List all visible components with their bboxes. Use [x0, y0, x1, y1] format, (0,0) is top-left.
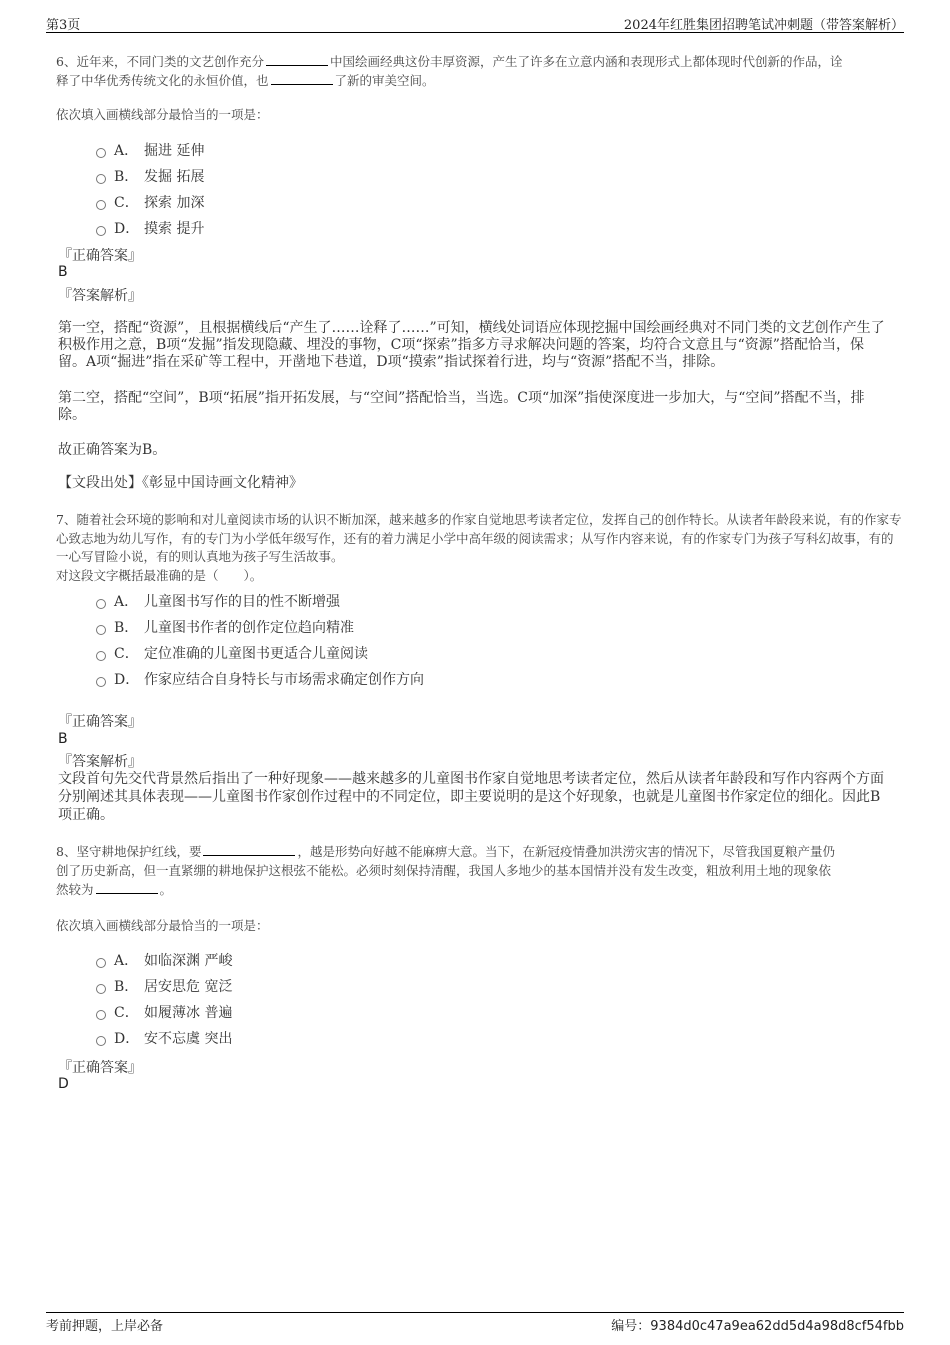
radio-icon[interactable]: [96, 148, 106, 158]
analysis-label: 『答案解析』: [58, 288, 142, 304]
question-8-stem: 8、坚守耕地保护红线，要 ，越是形势向好越不能麻痹大意。当下，在新冠疫情叠加洪涝灾害的情况下，尽管我国夏粮产量仍 创了历史新高，但一直紧绷的耕地保护这根弦不能松。必须时刻保持清醒，我国人多地少的基本国情并没有发生改变，粗放利用土地的现象依 然较为 。: [56, 844, 835, 897]
question-8-instruction: 依次填入画横线部分最恰当的一项是：: [56, 918, 269, 933]
option-b[interactable]: B． 居安思危 宽泛: [96, 973, 232, 999]
question-7-stem: 7、随着社会环境的影响和对儿童阅读市场的认识不断加深，越来越多的作家自觉地思考读者定位，发挥自己的创作特长。从读者年龄段来说，有的作家专心致志地为幼儿写作，有的专门为小学低年级写作，还有的着力满足小学中高年级的阅读需求；从写作内容来说，有的作家专门为孩子写科幻故事，有的一心写冒险小说，有的则认真地为孩子写生活故事。 对这段文字概括最准确的是（ ）。: [56, 512, 902, 583]
source-citation: 【文段出处】《彰显中国诗画文化精神》: [58, 475, 303, 491]
page-footer: [46, 1312, 904, 1333]
question-7-options: [96, 588, 424, 692]
radio-icon[interactable]: [96, 984, 106, 994]
radio-icon[interactable]: [96, 651, 106, 661]
option-d[interactable]: D． 安不忘虞 突出: [96, 1025, 232, 1051]
option-d[interactable]: D． 作家应结合自身特长与市场需求确定创作方向: [96, 666, 424, 692]
analysis-conclusion: 故正确答案为B。: [58, 442, 167, 458]
page-number: 第3页: [46, 18, 81, 33]
option-c[interactable]: C． 探索 加深: [96, 189, 204, 215]
radio-icon[interactable]: [96, 958, 106, 968]
page-header: [46, 12, 904, 33]
question-6-stem: 6、近年来，不同门类的文艺创作充分 中国绘画经典这份丰厚资源，产生了许多在立意内涵和表现形式上都体现时代创新的作品，诠 释了中华优秀传统文化的永恒价值，也 了新的审美空间。: [56, 54, 843, 88]
answer-value: B: [58, 731, 68, 747]
question-6-instruction: 依次填入画横线部分最恰当的一项是：: [56, 107, 269, 122]
option-d[interactable]: D． 摸索 提升: [96, 215, 204, 241]
option-b[interactable]: B． 儿童图书作者的创作定位趋向精准: [96, 614, 424, 640]
analysis-paragraph: 第二空，搭配“空间”，B项“拓展”指开拓发展，与“空间”搭配恰当，当选。C项“加深”指使深度进一步加大，与“空间”搭配不当，排除。: [58, 390, 865, 423]
blank-line: [271, 72, 333, 85]
option-c[interactable]: C． 如履薄冰 普遍: [96, 999, 232, 1025]
radio-icon[interactable]: [96, 174, 106, 184]
radio-icon[interactable]: [96, 599, 106, 609]
blank-line: [96, 881, 158, 894]
analysis-paragraph: 文段首句先交代背景然后指出了一种好现象——越来越多的儿童图书作家自觉地思考读者定位，然后从读者年龄段和写作内容两个方面分别阐述其具体表现——儿童图书作家创作过程中的不同定位，即主要说明的是这个好现象，也就是儿童图书作家定位的细化。因此B项正确。: [58, 771, 884, 823]
radio-icon[interactable]: [96, 677, 106, 687]
question-6-options: [96, 137, 204, 241]
radio-icon[interactable]: [96, 625, 106, 635]
blank-line: [203, 843, 295, 856]
document-title: 2024年红胜集团招聘笔试冲刺题（带答案解析）: [623, 18, 904, 33]
radio-icon[interactable]: [96, 226, 106, 236]
answer-label: 『正确答案』: [58, 1060, 142, 1076]
option-b[interactable]: B． 发掘 拓展: [96, 163, 204, 189]
document-code: 编号：9384d0c47a9ea62dd5d4a98d8cf54fbb: [611, 1319, 904, 1334]
option-a[interactable]: A． 如临深渊 严峻: [96, 947, 232, 973]
question-8-options: [96, 947, 232, 1051]
radio-icon[interactable]: [96, 200, 106, 210]
blank-line: [266, 53, 328, 66]
option-c[interactable]: C． 定位准确的儿童图书更适合儿童阅读: [96, 640, 424, 666]
answer-value: B: [58, 264, 68, 280]
analysis-label: 『答案解析』: [58, 754, 142, 770]
answer-value: D: [58, 1076, 69, 1092]
analysis-paragraph: 第一空，搭配“资源”，且根据横线后“产生了……诠释了……”可知，横线处词语应体现挖掘中国绘画经典对不同门类的文艺创作产生了积极作用之意，B项“发掘”指发现隐藏、埋没的事物，C项“探索”指多方寻求解决问题的答案，均符合文意且与“资源”搭配恰当，保留。A项“掘进”指在采矿等工程中，开凿地下巷道，D项“摸索”指试探着行进，均与“资源”搭配不当，排除。: [58, 320, 885, 370]
option-a[interactable]: A． 儿童图书写作的目的性不断增强: [96, 588, 424, 614]
footer-slogan: 考前押题，上岸必备: [46, 1319, 164, 1334]
answer-label: 『正确答案』: [58, 714, 142, 730]
answer-label: 『正确答案』: [58, 248, 142, 264]
radio-icon[interactable]: [96, 1036, 106, 1046]
option-a[interactable]: A． 掘进 延伸: [96, 137, 204, 163]
radio-icon[interactable]: [96, 1010, 106, 1020]
